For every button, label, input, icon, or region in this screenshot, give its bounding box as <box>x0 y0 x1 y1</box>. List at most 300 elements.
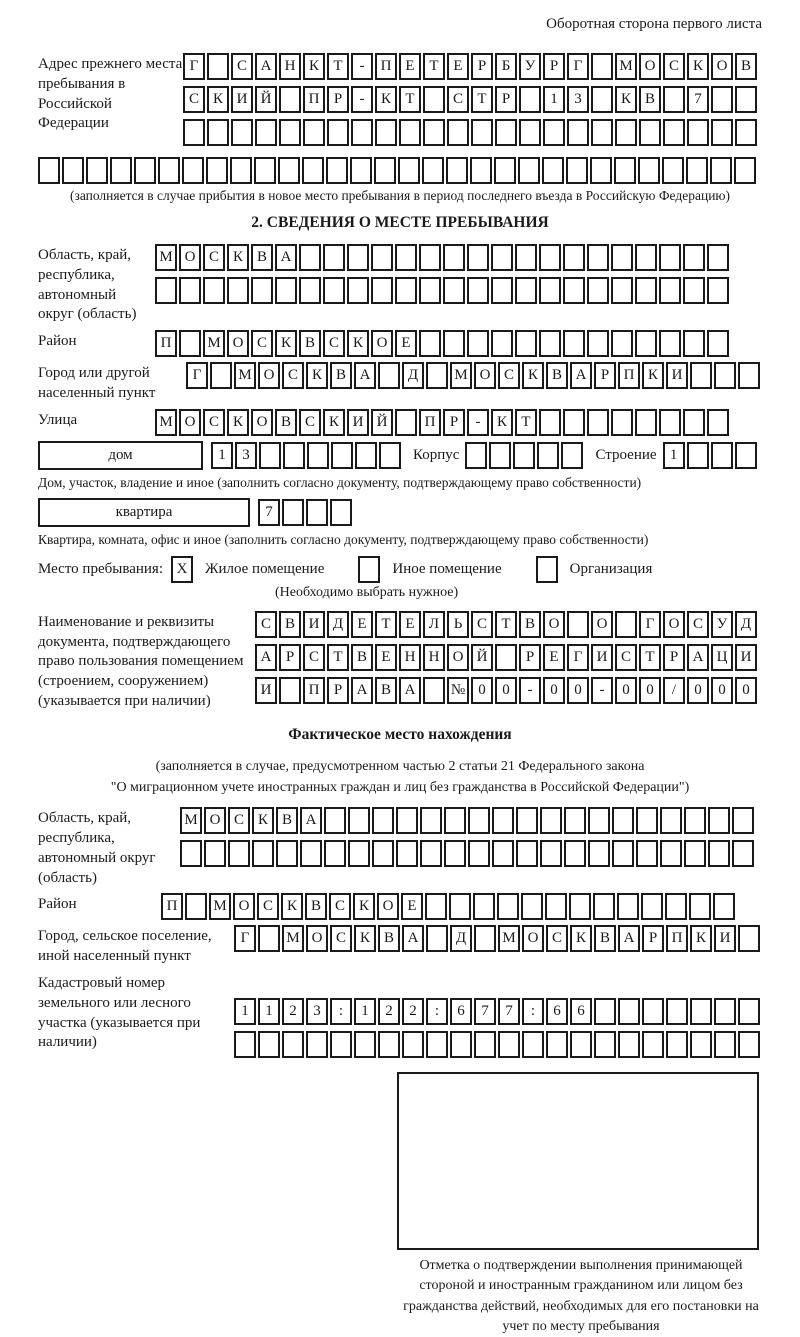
char-box[interactable] <box>283 442 305 469</box>
char-box[interactable] <box>522 1031 544 1058</box>
char-box[interactable] <box>348 807 370 834</box>
char-box[interactable] <box>638 157 660 184</box>
char-box[interactable] <box>588 807 610 834</box>
char-box[interactable]: А <box>618 925 640 952</box>
char-box[interactable] <box>587 244 609 271</box>
char-box[interactable] <box>686 157 708 184</box>
char-box[interactable] <box>254 157 276 184</box>
char-box[interactable] <box>515 277 537 304</box>
char-box[interactable]: Р <box>663 644 685 671</box>
char-box[interactable] <box>540 807 562 834</box>
char-box[interactable] <box>546 1031 568 1058</box>
char-box[interactable]: О <box>591 611 613 638</box>
char-box[interactable] <box>282 499 304 526</box>
char-box[interactable] <box>324 840 346 867</box>
char-box[interactable] <box>735 119 757 146</box>
char-box[interactable] <box>38 157 60 184</box>
char-box[interactable] <box>279 677 301 704</box>
char-box[interactable] <box>591 119 613 146</box>
char-box[interactable]: 6 <box>570 998 592 1025</box>
char-box[interactable] <box>324 807 346 834</box>
char-box[interactable]: Г <box>186 362 208 389</box>
char-box[interactable] <box>300 840 322 867</box>
char-box[interactable] <box>735 442 757 469</box>
char-box[interactable]: А <box>351 677 373 704</box>
char-box[interactable] <box>690 362 712 389</box>
char-box[interactable]: С <box>471 611 493 638</box>
char-box[interactable]: И <box>231 86 253 113</box>
char-box[interactable] <box>278 157 300 184</box>
char-box[interactable]: В <box>735 53 757 80</box>
char-box[interactable]: Е <box>543 644 565 671</box>
char-box[interactable] <box>489 442 511 469</box>
char-box[interactable] <box>371 244 393 271</box>
char-box[interactable]: О <box>711 53 733 80</box>
char-box[interactable]: И <box>591 644 613 671</box>
char-box[interactable] <box>738 925 760 952</box>
char-box[interactable] <box>323 277 345 304</box>
char-box[interactable] <box>540 840 562 867</box>
char-box[interactable] <box>684 840 706 867</box>
char-box[interactable] <box>396 840 418 867</box>
char-box[interactable]: 3 <box>235 442 257 469</box>
char-box[interactable] <box>210 362 232 389</box>
char-box[interactable] <box>234 1031 256 1058</box>
char-box[interactable]: О <box>543 611 565 638</box>
char-box[interactable]: Р <box>543 53 565 80</box>
char-box[interactable] <box>62 157 84 184</box>
char-box[interactable] <box>351 119 373 146</box>
char-box[interactable]: А <box>354 362 376 389</box>
char-box[interactable]: 3 <box>306 998 328 1025</box>
char-box[interactable] <box>491 277 513 304</box>
char-box[interactable]: К <box>353 893 375 920</box>
char-box[interactable] <box>425 893 447 920</box>
char-box[interactable] <box>636 807 658 834</box>
char-box[interactable] <box>379 442 401 469</box>
char-box[interactable]: С <box>330 925 352 952</box>
char-box[interactable]: О <box>377 893 399 920</box>
char-box[interactable] <box>347 277 369 304</box>
char-box[interactable] <box>467 277 489 304</box>
char-box[interactable]: С <box>255 611 277 638</box>
char-box[interactable]: М <box>209 893 231 920</box>
char-box[interactable] <box>611 277 633 304</box>
char-box[interactable]: Ц <box>711 644 733 671</box>
char-box[interactable] <box>690 1031 712 1058</box>
char-box[interactable] <box>666 1031 688 1058</box>
char-box[interactable] <box>347 244 369 271</box>
char-box[interactable]: А <box>255 644 277 671</box>
char-box[interactable]: Т <box>375 611 397 638</box>
char-box[interactable]: К <box>522 362 544 389</box>
char-box[interactable] <box>594 998 616 1025</box>
char-box[interactable] <box>687 442 709 469</box>
char-box[interactable]: С <box>546 925 568 952</box>
char-box[interactable]: К <box>227 244 249 271</box>
char-box[interactable] <box>471 119 493 146</box>
char-box[interactable] <box>665 893 687 920</box>
char-box[interactable] <box>666 998 688 1025</box>
char-box[interactable] <box>636 840 658 867</box>
char-box[interactable] <box>570 1031 592 1058</box>
char-box[interactable]: : <box>330 998 352 1025</box>
char-box[interactable] <box>231 119 253 146</box>
char-box[interactable] <box>474 925 496 952</box>
char-box[interactable] <box>474 1031 496 1058</box>
char-box[interactable] <box>635 409 657 436</box>
char-box[interactable] <box>732 840 754 867</box>
char-box[interactable] <box>494 157 516 184</box>
char-box[interactable] <box>495 119 517 146</box>
char-box[interactable] <box>513 442 535 469</box>
char-box[interactable] <box>399 119 421 146</box>
char-box[interactable] <box>612 840 634 867</box>
char-box[interactable]: Е <box>399 53 421 80</box>
char-box[interactable]: М <box>615 53 637 80</box>
char-box[interactable] <box>497 893 519 920</box>
char-box[interactable]: О <box>179 409 201 436</box>
char-box[interactable]: 0 <box>639 677 661 704</box>
char-box[interactable]: К <box>687 53 709 80</box>
char-box[interactable]: К <box>323 409 345 436</box>
char-box[interactable] <box>615 119 637 146</box>
char-box[interactable] <box>591 86 613 113</box>
char-box[interactable]: У <box>711 611 733 638</box>
char-box[interactable] <box>690 998 712 1025</box>
char-box[interactable]: М <box>180 807 202 834</box>
char-box[interactable] <box>398 157 420 184</box>
char-box[interactable] <box>543 119 565 146</box>
char-box[interactable]: Е <box>399 611 421 638</box>
char-box[interactable] <box>306 499 328 526</box>
char-box[interactable] <box>426 925 448 952</box>
char-box[interactable] <box>183 119 205 146</box>
char-box[interactable]: Т <box>327 53 349 80</box>
char-box[interactable]: С <box>303 644 325 671</box>
char-box[interactable]: Д <box>402 362 424 389</box>
char-box[interactable] <box>542 157 564 184</box>
char-box[interactable]: Д <box>735 611 757 638</box>
char-box[interactable] <box>539 244 561 271</box>
char-box[interactable] <box>443 330 465 357</box>
char-box[interactable] <box>395 277 417 304</box>
char-box[interactable]: Р <box>279 644 301 671</box>
char-box[interactable] <box>473 893 495 920</box>
char-box[interactable]: О <box>663 611 685 638</box>
char-box[interactable] <box>375 119 397 146</box>
char-box[interactable] <box>618 998 640 1025</box>
char-box[interactable]: И <box>735 644 757 671</box>
char-box[interactable]: А <box>570 362 592 389</box>
char-box[interactable] <box>180 840 202 867</box>
char-box[interactable]: С <box>498 362 520 389</box>
char-box[interactable] <box>446 157 468 184</box>
char-box[interactable] <box>738 998 760 1025</box>
char-box[interactable] <box>358 556 380 583</box>
char-box[interactable] <box>327 119 349 146</box>
char-box[interactable]: К <box>207 86 229 113</box>
char-box[interactable]: - <box>351 86 373 113</box>
char-box[interactable] <box>708 807 730 834</box>
char-box[interactable] <box>447 119 469 146</box>
char-box[interactable]: О <box>522 925 544 952</box>
char-box[interactable] <box>710 157 732 184</box>
char-box[interactable]: О <box>179 244 201 271</box>
char-box[interactable] <box>521 893 543 920</box>
char-box[interactable]: П <box>419 409 441 436</box>
char-box[interactable] <box>492 807 514 834</box>
char-box[interactable]: П <box>303 677 325 704</box>
char-box[interactable] <box>714 362 736 389</box>
char-box[interactable]: В <box>279 611 301 638</box>
char-box[interactable] <box>561 442 583 469</box>
char-box[interactable]: Р <box>594 362 616 389</box>
char-box[interactable]: Г <box>567 644 589 671</box>
char-box[interactable]: 0 <box>543 677 565 704</box>
char-box[interactable] <box>302 157 324 184</box>
char-box[interactable]: Т <box>639 644 661 671</box>
char-box[interactable]: П <box>375 53 397 80</box>
char-box[interactable] <box>615 611 637 638</box>
char-box[interactable]: К <box>275 330 297 357</box>
char-box[interactable]: В <box>330 362 352 389</box>
char-box[interactable]: Т <box>399 86 421 113</box>
char-box[interactable] <box>536 556 558 583</box>
char-box[interactable] <box>307 442 329 469</box>
char-box[interactable] <box>539 409 561 436</box>
char-box[interactable]: К <box>690 925 712 952</box>
char-box[interactable] <box>378 362 400 389</box>
char-box[interactable]: Д <box>450 925 472 952</box>
char-box[interactable]: С <box>251 330 273 357</box>
char-box[interactable] <box>134 157 156 184</box>
char-box[interactable] <box>491 330 513 357</box>
char-box[interactable]: Ь <box>447 611 469 638</box>
char-box[interactable] <box>611 409 633 436</box>
char-box[interactable] <box>735 86 757 113</box>
char-box[interactable]: Е <box>351 611 373 638</box>
char-box[interactable] <box>419 330 441 357</box>
char-box[interactable]: Р <box>443 409 465 436</box>
char-box[interactable]: С <box>231 53 253 80</box>
char-box[interactable] <box>711 442 733 469</box>
char-box[interactable] <box>707 244 729 271</box>
char-box[interactable]: 0 <box>711 677 733 704</box>
char-box[interactable] <box>158 157 180 184</box>
char-box[interactable] <box>587 277 609 304</box>
char-box[interactable]: Г <box>183 53 205 80</box>
char-box[interactable] <box>426 1031 448 1058</box>
char-box[interactable] <box>591 53 613 80</box>
char-box[interactable] <box>378 1031 400 1058</box>
char-box[interactable]: С <box>183 86 205 113</box>
char-box[interactable]: Е <box>447 53 469 80</box>
char-box[interactable] <box>564 807 586 834</box>
char-box[interactable] <box>564 840 586 867</box>
char-box[interactable]: / <box>663 677 685 704</box>
char-box[interactable] <box>614 157 636 184</box>
char-box[interactable]: П <box>161 893 183 920</box>
char-box[interactable] <box>204 840 226 867</box>
char-box[interactable] <box>663 119 685 146</box>
char-box[interactable]: 0 <box>735 677 757 704</box>
char-box[interactable] <box>642 1031 664 1058</box>
char-box[interactable]: К <box>252 807 274 834</box>
char-box[interactable] <box>563 277 585 304</box>
char-box[interactable] <box>590 157 612 184</box>
char-box[interactable]: С <box>447 86 469 113</box>
char-box[interactable] <box>659 409 681 436</box>
char-box[interactable] <box>618 1031 640 1058</box>
char-box[interactable] <box>419 244 441 271</box>
char-box[interactable]: 7 <box>258 499 280 526</box>
char-box[interactable]: 7 <box>687 86 709 113</box>
char-box[interactable]: Н <box>423 644 445 671</box>
char-box[interactable]: 6 <box>450 998 472 1025</box>
char-box[interactable] <box>687 119 709 146</box>
char-box[interactable] <box>663 86 685 113</box>
char-box[interactable] <box>252 840 274 867</box>
char-box[interactable] <box>419 277 441 304</box>
char-box[interactable]: С <box>687 611 709 638</box>
char-box[interactable]: В <box>251 244 273 271</box>
char-box[interactable]: Г <box>639 611 661 638</box>
char-box[interactable]: Й <box>471 644 493 671</box>
char-box[interactable]: 2 <box>378 998 400 1025</box>
char-box[interactable]: И <box>347 409 369 436</box>
char-box[interactable] <box>714 998 736 1025</box>
char-box[interactable]: К <box>306 362 328 389</box>
char-box[interactable]: : <box>522 998 544 1025</box>
char-box[interactable]: Р <box>495 86 517 113</box>
char-box[interactable]: Е <box>395 330 417 357</box>
char-box[interactable]: Е <box>401 893 423 920</box>
char-box[interactable]: - <box>519 677 541 704</box>
char-box[interactable]: Т <box>423 53 445 80</box>
char-box[interactable] <box>279 119 301 146</box>
char-box[interactable] <box>516 840 538 867</box>
char-box[interactable]: В <box>375 677 397 704</box>
char-box[interactable] <box>207 53 229 80</box>
char-box[interactable]: О <box>447 644 469 671</box>
char-box[interactable]: Т <box>515 409 537 436</box>
char-box[interactable]: Т <box>495 611 517 638</box>
char-box[interactable]: С <box>615 644 637 671</box>
char-box[interactable]: Р <box>642 925 664 952</box>
char-box[interactable]: В <box>276 807 298 834</box>
char-box[interactable] <box>179 277 201 304</box>
char-box[interactable] <box>299 277 321 304</box>
char-box[interactable] <box>468 840 490 867</box>
char-box[interactable]: К <box>642 362 664 389</box>
char-box[interactable] <box>450 1031 472 1058</box>
char-box[interactable]: У <box>519 53 541 80</box>
char-box[interactable] <box>518 157 540 184</box>
char-box[interactable]: Н <box>399 644 421 671</box>
char-box[interactable]: Д <box>327 611 349 638</box>
char-box[interactable] <box>303 119 325 146</box>
char-box[interactable]: 3 <box>567 86 589 113</box>
char-box[interactable] <box>566 157 588 184</box>
char-box[interactable] <box>323 244 345 271</box>
char-box[interactable] <box>495 644 517 671</box>
char-box[interactable]: О <box>258 362 280 389</box>
char-box[interactable] <box>567 611 589 638</box>
char-box[interactable]: О <box>204 807 226 834</box>
char-box[interactable]: О <box>227 330 249 357</box>
char-box[interactable] <box>422 157 444 184</box>
char-box[interactable]: О <box>306 925 328 952</box>
char-box[interactable] <box>660 807 682 834</box>
char-box[interactable] <box>707 330 729 357</box>
char-box[interactable]: М <box>234 362 256 389</box>
char-box[interactable] <box>282 1031 304 1058</box>
char-box[interactable]: М <box>155 244 177 271</box>
char-box[interactable]: Г <box>234 925 256 952</box>
char-box[interactable]: А <box>399 677 421 704</box>
char-box[interactable]: М <box>155 409 177 436</box>
char-box[interactable] <box>711 119 733 146</box>
char-box[interactable] <box>155 277 177 304</box>
char-box[interactable] <box>641 893 663 920</box>
char-box[interactable] <box>492 840 514 867</box>
char-box[interactable]: К <box>281 893 303 920</box>
char-box[interactable]: Р <box>471 53 493 80</box>
char-box[interactable] <box>684 807 706 834</box>
char-box[interactable] <box>395 244 417 271</box>
char-box[interactable] <box>707 277 729 304</box>
char-box[interactable]: Й <box>255 86 277 113</box>
char-box[interactable] <box>594 1031 616 1058</box>
char-box[interactable] <box>593 893 615 920</box>
char-box[interactable]: 0 <box>495 677 517 704</box>
char-box[interactable] <box>185 893 207 920</box>
char-box[interactable]: 0 <box>471 677 493 704</box>
char-box[interactable]: К <box>303 53 325 80</box>
char-box[interactable] <box>355 442 377 469</box>
char-box[interactable]: Р <box>519 644 541 671</box>
char-box[interactable]: С <box>203 409 225 436</box>
char-box[interactable] <box>331 442 353 469</box>
char-box[interactable]: 0 <box>687 677 709 704</box>
char-box[interactable]: П <box>303 86 325 113</box>
char-box[interactable]: К <box>615 86 637 113</box>
char-box[interactable] <box>372 840 394 867</box>
char-box[interactable] <box>449 893 471 920</box>
char-box[interactable] <box>420 840 442 867</box>
char-box[interactable]: А <box>687 644 709 671</box>
char-box[interactable] <box>443 277 465 304</box>
char-box[interactable] <box>354 1031 376 1058</box>
char-box[interactable]: В <box>594 925 616 952</box>
char-box[interactable] <box>732 807 754 834</box>
char-box[interactable]: 7 <box>474 998 496 1025</box>
char-box[interactable]: 1 <box>543 86 565 113</box>
char-box[interactable] <box>206 157 228 184</box>
char-box[interactable] <box>659 330 681 357</box>
char-box[interactable]: К <box>354 925 376 952</box>
char-box[interactable] <box>519 86 541 113</box>
char-box[interactable] <box>639 119 661 146</box>
char-box[interactable]: О <box>233 893 255 920</box>
char-box[interactable]: 6 <box>546 998 568 1025</box>
char-box[interactable] <box>110 157 132 184</box>
char-box[interactable] <box>738 1031 760 1058</box>
char-box[interactable] <box>465 442 487 469</box>
char-box[interactable]: С <box>228 807 250 834</box>
char-box[interactable]: К <box>227 409 249 436</box>
